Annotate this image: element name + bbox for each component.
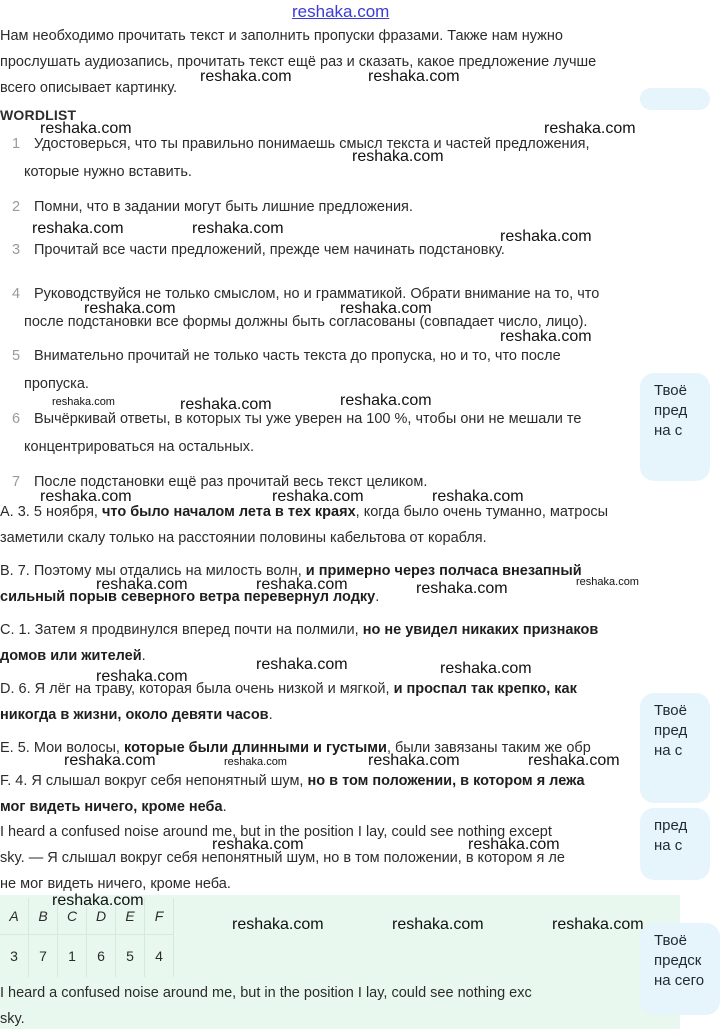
item-text-cont: концентрироваться на остальных. [24, 439, 255, 455]
footer-line-1: I heard a confused noise around me, but in the position I lay, could see nothing exc [0, 985, 532, 1001]
watermark: reshaka.com [200, 68, 292, 85]
bubble-text: пред [654, 402, 688, 419]
answer-f [0, 772, 585, 790]
watermark: reshaka.com [576, 576, 639, 588]
table-header: B [29, 898, 58, 935]
item-number: 1 [12, 136, 21, 152]
answer-c-pre: C. 1. Затем я продвинулся вперед почти на полмили, [0, 622, 363, 638]
watermark: reshaka.com [340, 300, 432, 317]
watermark: reshaka.com [544, 120, 636, 137]
chat-bubble[interactable] [640, 923, 720, 1015]
answer-d-end: . [268, 707, 273, 723]
table-header: D [87, 898, 116, 935]
english-line-1: I heard a confused noise around me, but in the position I lay, could see nothing except [0, 824, 552, 840]
answer-f-bold-cont: мог видеть ничего, кроме неба [0, 799, 223, 815]
watermark: reshaka.com [368, 68, 460, 85]
footer-line-2: sky. [0, 1011, 25, 1027]
watermark: reshaka.com [256, 656, 348, 673]
answer-f-cont [0, 798, 227, 816]
answer-b-bold-cont: сильный порыв северного ветра перевернул лодку [0, 589, 376, 605]
watermark: reshaka.com [52, 396, 115, 408]
answer-f-end: . [222, 799, 227, 815]
chat-bubble[interactable] [640, 88, 710, 110]
answer-c [0, 621, 598, 639]
watermark: reshaka.com [224, 756, 287, 768]
bubble-text: на с [654, 742, 683, 759]
table-cell: 5 [116, 935, 145, 978]
chat-bubble[interactable] [640, 693, 710, 803]
answer-a-cont: заметили скалу только на расстоянии половины кабельтова от корабля. [0, 530, 487, 546]
watermark: reshaka.com [180, 396, 272, 413]
watermark: reshaka.com [432, 488, 524, 505]
answer-f-bold: но в том положении, в котором я лежа [307, 773, 585, 789]
item-text: Вычёркивай ответы, в которых ты уже уверен на 100 %, чтобы они не мешали те [34, 411, 582, 427]
watermark: reshaka.com [416, 580, 508, 597]
answer-e-bold: которые были длинными и густыми [124, 740, 387, 756]
item-text: Внимательно прочитай не только часть текста до пропуска, но и то, что после [34, 348, 561, 364]
bubble-text: на с [654, 422, 683, 439]
item-text: Помни, что в задании могут быть лишние предложения. [34, 199, 413, 215]
intro-line-1: Нам необходимо прочитать текст и заполнить пропуски фразами. Также нам нужно [0, 28, 563, 44]
answer-b-end: . [375, 589, 380, 605]
item-number: 5 [12, 348, 21, 364]
list-item [0, 347, 561, 365]
table-cell: 3 [0, 935, 29, 978]
intro-line-2: прослушать аудиозапись, прочитать текст ещё раз и сказать, какое предложение лучше [0, 54, 597, 70]
bubble-text: пред [654, 722, 688, 739]
item-number: 2 [12, 199, 21, 215]
answer-d-bold-cont: никогда в жизни, около девяти часов [0, 707, 269, 723]
answer-c-bold-cont: домов или жителей [0, 648, 142, 664]
item-number: 7 [12, 474, 21, 490]
answer-a-bold: что было началом лета в тех краях [101, 504, 356, 520]
watermark: reshaka.com [392, 916, 484, 933]
watermark: reshaka.com [368, 752, 460, 769]
answer-e-post: , были завязаны таким же обр [386, 740, 591, 756]
bubble-text: предск [654, 952, 702, 969]
answer-d-bold: и проспал так крепко, как [393, 681, 577, 697]
answer-c-end: . [141, 648, 146, 664]
watermark: reshaka.com [500, 228, 592, 245]
bubble-text: на сего [654, 972, 705, 989]
list-item [0, 410, 581, 428]
bubble-text: на с [654, 837, 683, 854]
item-text-cont: которые нужно вставить. [24, 164, 192, 180]
watermark: reshaka.com [232, 916, 324, 933]
table-cell: 1 [58, 935, 87, 978]
item-number: 4 [12, 286, 21, 302]
item-text-cont: после подстановки все формы должны быть согласованы (совпадает число, лицо). [24, 314, 588, 330]
table-cell: 6 [87, 935, 116, 978]
watermark: reshaka.com [192, 220, 284, 237]
answer-b-pre: B. 7. Поэтому мы отдались на милость волн, [0, 563, 306, 579]
item-number: 6 [12, 411, 21, 427]
bubble-text: Твоё [654, 702, 687, 719]
watermark: reshaka.com [96, 668, 188, 685]
watermark: reshaka.com [552, 916, 644, 933]
list-item [0, 198, 413, 216]
answer-b-bold: и примерно через полчаса внезапный [305, 563, 582, 579]
watermark: reshaka.com [340, 392, 432, 409]
bubble-text: пред [654, 817, 688, 834]
item-text: Прочитай все части предложений, прежде чем начинать подстановку. [34, 242, 505, 258]
answer-d-cont [0, 706, 273, 724]
item-text: Руководствуйся не только смыслом, но и грамматикой. Обрати внимание на то, что [34, 286, 600, 302]
table-cell: 7 [29, 935, 58, 978]
answer-a-pre: A. 3. 5 ноября, [0, 504, 102, 520]
watermark: reshaka.com [84, 300, 176, 317]
watermark: reshaka.com [272, 488, 364, 505]
watermark: reshaka.com [500, 328, 592, 345]
item-text: Удостоверься, что ты правильно понимаешь смысл текста и частей предложения, [34, 136, 590, 152]
answer-d-pre: D. 6. Я лёг на траву, которая была очень низкой и мягкой, [0, 681, 394, 697]
table-header: C [58, 898, 87, 935]
watermark: reshaka.com [96, 576, 188, 593]
watermark: reshaka.com [64, 752, 156, 769]
bubble-text: Твоё [654, 382, 687, 399]
watermark: reshaka.com [528, 752, 620, 769]
table-header: A [0, 898, 29, 935]
english-line-3: не мог видеть ничего, кроме неба. [0, 876, 231, 892]
chat-bubble[interactable] [640, 808, 710, 880]
watermark: reshaka.com [440, 660, 532, 677]
watermark: reshaka.com [40, 488, 132, 505]
table-row [0, 935, 174, 978]
table-header: E [116, 898, 145, 935]
watermark: reshaka.com [40, 120, 132, 137]
table-header: F [145, 898, 174, 935]
table-cell: 4 [145, 935, 174, 978]
answer-a-post: , когда было очень туманно, матросы [355, 504, 609, 520]
watermark: reshaka.com [32, 220, 124, 237]
answer-c-cont [0, 647, 146, 665]
answer-c-bold: но не увидел никаких признаков [362, 622, 599, 638]
item-number: 3 [12, 242, 21, 258]
list-item [0, 241, 505, 259]
watermark: reshaka.com [468, 836, 560, 853]
english-line-2: sky. — Я слышал вокруг себя непонятный шум, но в том положении, в котором я ле [0, 850, 565, 866]
wordlist-heading: WORDLIST [0, 107, 77, 123]
watermark-top[interactable]: reshaka.com [292, 2, 390, 21]
chat-bubble[interactable] [640, 373, 710, 481]
watermark: reshaka.com [352, 148, 444, 165]
watermark: reshaka.com [52, 892, 144, 909]
intro-line-3: всего описывает картинку. [0, 80, 178, 96]
answer-d [0, 680, 577, 698]
bubble-text: Твоё [654, 932, 687, 949]
answer-e-pre: E. 5. Мои волосы, [0, 740, 124, 756]
item-text: После подстановки ещё раз прочитай весь текст целиком. [34, 474, 428, 490]
watermark: reshaka.com [256, 576, 348, 593]
watermark: reshaka.com [212, 836, 304, 853]
item-text-cont: пропуска. [24, 376, 89, 392]
answer-f-pre: F. 4. Я слышал вокруг себя непонятный шум, [0, 773, 308, 789]
